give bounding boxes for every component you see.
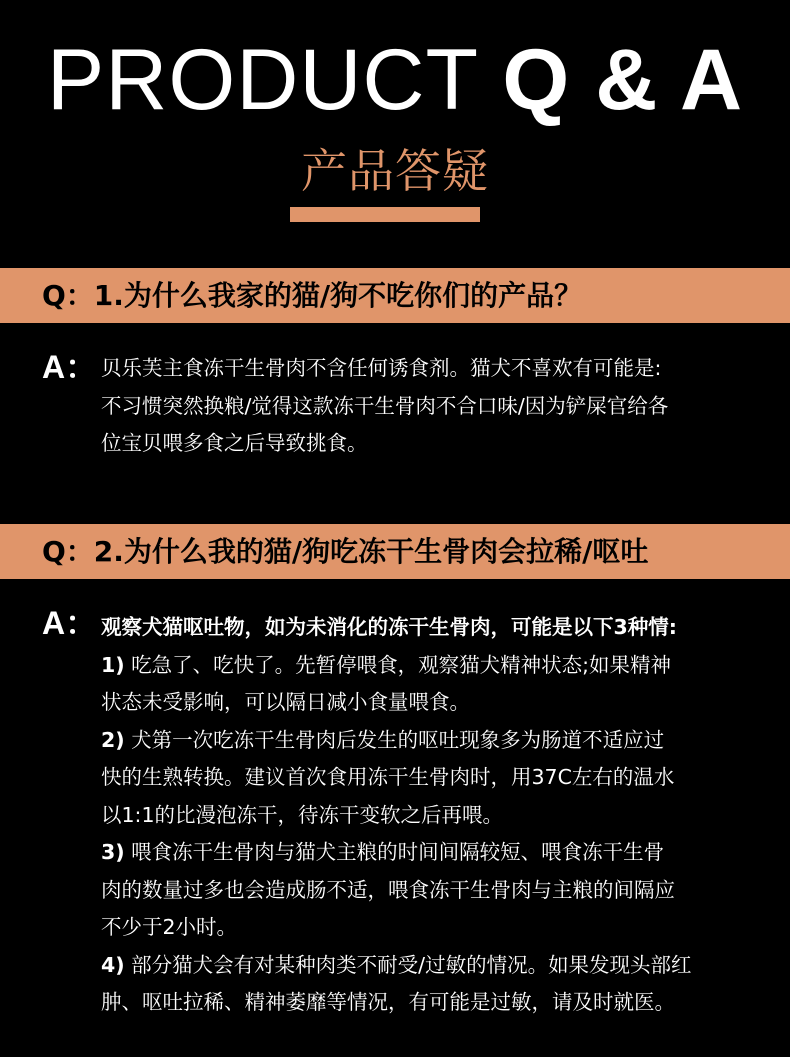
question-2-bar: Q：2.为什么我的猫/狗吃冻干生骨肉会拉稀/呕吐 (0, 524, 790, 579)
title-product: PRODUCT (46, 32, 503, 128)
subtitle-underline (290, 207, 480, 222)
page-title (0, 30, 790, 130)
item-number: 4) (101, 952, 125, 977)
answer-1-line: 位宝贝喂多食之后导致挑食。 (101, 431, 368, 455)
answer-1-text (101, 350, 761, 463)
answer-2-item-4 (101, 947, 761, 985)
item-text: 部分猫犬会有对某种肉类不耐受/过敏的情况。如果发现头部红 (124, 952, 692, 977)
answer-2-item-3-cont: 肉的数量过多也会造成肠不适，喂食冻干生骨肉与主粮的间隔应 (101, 877, 675, 902)
question-1-bar: Q：1.为什么我家的猫/狗不吃你们的产品？ (0, 268, 790, 323)
item-number: 2) (101, 727, 125, 752)
item-text: 喂食冻干生骨肉与猫犬主粮的时间间隔较短、喂食冻干生骨 (124, 840, 665, 864)
item-text: 犬第一次吃冻干生骨肉后发生的呕吐现象多为肠道不适应过 (124, 727, 665, 752)
title-qa: Q & A (502, 32, 744, 128)
answer-2-item-2-cont: 以1:1的比漫泡冻干，待冻干变软之后再喂。 (101, 802, 503, 827)
answer-1-line: 贝乐芙主食冻干生骨肉不含任何诱食剂。猫犬不喜欢有可能是: (101, 356, 662, 380)
page-subtitle: 产品答疑 (301, 144, 489, 198)
answer-2-item-3 (101, 834, 761, 872)
answer-2-text (101, 609, 761, 1022)
item-number: 3) (101, 840, 125, 864)
answer-2-marker: A： (42, 605, 98, 641)
answer-2-item-2-cont: 快的生熟转换。建议首次食用冻干生骨肉时，用37C左右的温水 (101, 765, 675, 789)
answer-2-lead: 观察犬猫呕吐物，如为未消化的冻干生骨肉，可能是以下3种情: (101, 615, 677, 639)
answer-2-item-3-cont: 不少于2小时。 (101, 915, 238, 939)
answer-1-marker: A： (42, 349, 98, 385)
answer-2-item-1-cont: 状态未受影响，可以隔日减小食量喂食。 (101, 690, 470, 714)
item-text: 吃急了、吃快了。先暂停喂食，观察猫犬精神状态;如果精神 (124, 652, 672, 677)
item-number: 1) (101, 652, 125, 677)
answer-2-item-1 (101, 647, 761, 685)
answer-2-item-2 (101, 722, 761, 760)
answer-1-line: 不习惯突然换粮/觉得这款冻干生骨肉不合口味/因为铲屎官给各 (101, 393, 669, 418)
answer-2-item-4-cont: 肿、呕吐拉稀、精神萎靡等情况，有可能是过敏，请及时就医。 (101, 990, 675, 1014)
